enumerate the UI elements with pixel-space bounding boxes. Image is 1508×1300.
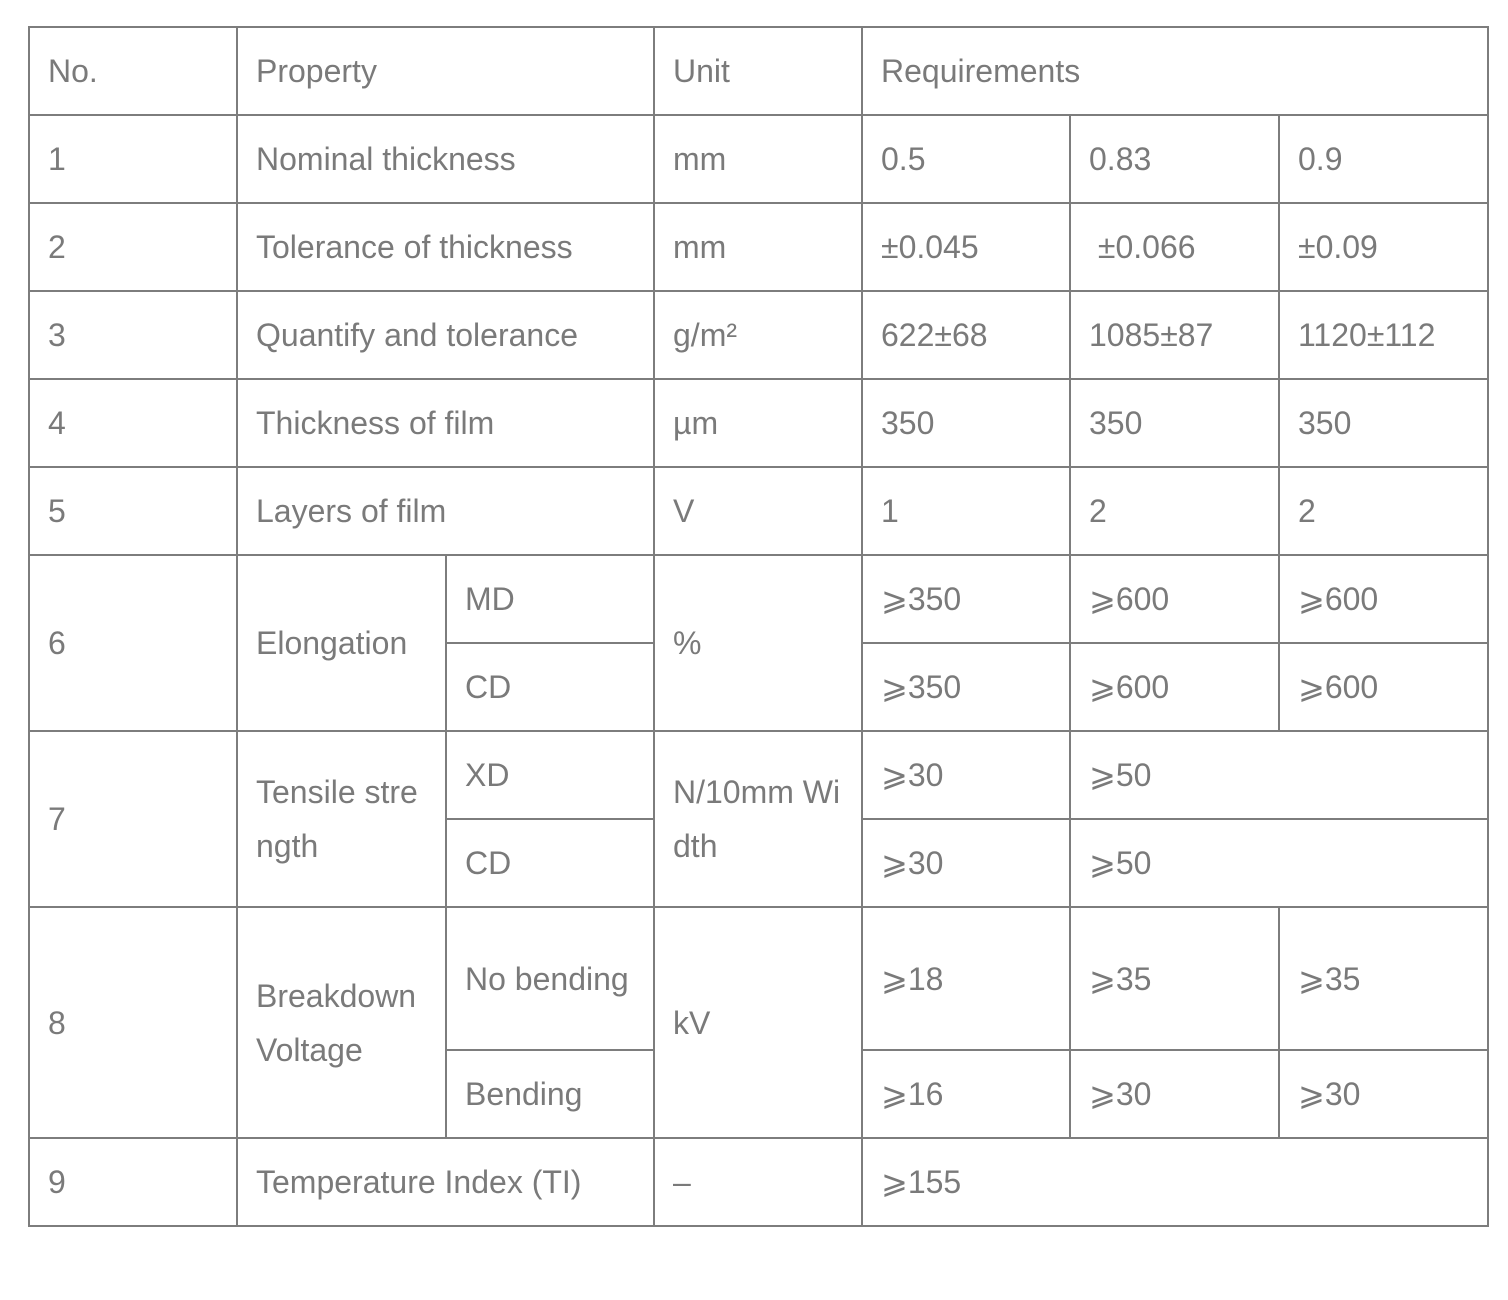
- row-value: ⩾600: [1279, 555, 1488, 643]
- row-sub-label: CD: [446, 819, 654, 907]
- row-value: ⩾16: [862, 1050, 1070, 1138]
- row-sub-label: Bending: [446, 1050, 654, 1138]
- row-no: 3: [29, 291, 237, 379]
- row-value: ⩾35: [1070, 907, 1279, 1050]
- row-value: ±0.09: [1279, 203, 1488, 291]
- header-no: No.: [29, 27, 237, 115]
- row-property: Elongation: [237, 555, 446, 731]
- row-sub-label: MD: [446, 555, 654, 643]
- row-no: 2: [29, 203, 237, 291]
- row-value: 1120±112: [1279, 291, 1488, 379]
- row-property: Temperature Index (TI): [237, 1138, 654, 1226]
- row-value: ⩾50: [1070, 819, 1488, 907]
- row-unit: mm: [654, 203, 862, 291]
- row-value: 0.5: [862, 115, 1070, 203]
- row-no: 9: [29, 1138, 237, 1226]
- row-no: 5: [29, 467, 237, 555]
- row-property: Nominal thickness: [237, 115, 654, 203]
- row-property: Breakdown Voltage: [237, 907, 446, 1138]
- row-property: Quantify and tolerance: [237, 291, 654, 379]
- row-value: ⩾350: [862, 555, 1070, 643]
- table-row: [29, 907, 1488, 1050]
- header-requirements: Requirements: [862, 27, 1488, 115]
- row-value: ⩾600: [1070, 555, 1279, 643]
- row-value: ⩾600: [1279, 643, 1488, 731]
- table-row: [29, 731, 1488, 819]
- header-property: Property: [237, 27, 654, 115]
- row-property: Tolerance of thickness: [237, 203, 654, 291]
- row-unit: mm: [654, 115, 862, 203]
- table-row: [29, 203, 1488, 291]
- row-property: Layers of film: [237, 467, 654, 555]
- row-value: 2: [1279, 467, 1488, 555]
- row-sub-label: XD: [446, 731, 654, 819]
- row-value: 350: [862, 379, 1070, 467]
- table-row: [29, 1138, 1488, 1226]
- row-unit: µm: [654, 379, 862, 467]
- row-value: 0.83: [1070, 115, 1279, 203]
- row-unit: kV: [654, 907, 862, 1138]
- row-value: ⩾30: [862, 819, 1070, 907]
- specification-table: [28, 26, 1489, 1227]
- row-value: ⩾30: [1070, 1050, 1279, 1138]
- row-value: 1085±87: [1070, 291, 1279, 379]
- row-value: ±0.066: [1070, 203, 1279, 291]
- row-unit: %: [654, 555, 862, 731]
- row-value: ⩾50: [1070, 731, 1488, 819]
- row-value: 350: [1070, 379, 1279, 467]
- table-row: [29, 555, 1488, 643]
- row-property: Thickness of film: [237, 379, 654, 467]
- row-unit: N/10mm Width: [654, 731, 862, 907]
- header-row: [29, 27, 1488, 115]
- table-row: [29, 115, 1488, 203]
- row-sub-label: CD: [446, 643, 654, 731]
- row-value: ⩾600: [1070, 643, 1279, 731]
- row-value: 622±68: [862, 291, 1070, 379]
- row-value: ⩾35: [1279, 907, 1488, 1050]
- row-property: Tensile strength: [237, 731, 446, 907]
- row-value: ⩾18: [862, 907, 1070, 1050]
- row-value: 0.9: [1279, 115, 1488, 203]
- row-no: 6: [29, 555, 237, 731]
- row-sub-label: No bending: [446, 907, 654, 1050]
- row-value: ⩾350: [862, 643, 1070, 731]
- row-value: ±0.045: [862, 203, 1070, 291]
- row-value: 350: [1279, 379, 1488, 467]
- row-no: 4: [29, 379, 237, 467]
- row-value: 1: [862, 467, 1070, 555]
- row-value: ⩾155: [862, 1138, 1488, 1226]
- row-no: 1: [29, 115, 237, 203]
- row-value: ⩾30: [1279, 1050, 1488, 1138]
- header-unit: Unit: [654, 27, 862, 115]
- table-row: [29, 467, 1488, 555]
- row-no: 7: [29, 731, 237, 907]
- row-unit: V: [654, 467, 862, 555]
- row-no: 8: [29, 907, 237, 1138]
- row-value: ⩾30: [862, 731, 1070, 819]
- row-unit: –: [654, 1138, 862, 1226]
- table-row: [29, 379, 1488, 467]
- row-unit: g/m²: [654, 291, 862, 379]
- row-value: 2: [1070, 467, 1279, 555]
- table-row: [29, 291, 1488, 379]
